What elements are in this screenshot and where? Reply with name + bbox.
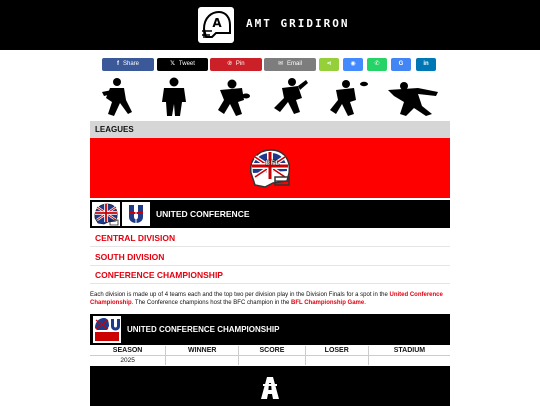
site-header (0, 0, 540, 50)
generic-share-button[interactable] (319, 58, 339, 71)
stadium-cell (368, 356, 450, 366)
table-header-row (90, 346, 450, 356)
championship-title: UNITED CONFERENCE CHAMPIONSHIP (127, 325, 280, 334)
whatsapp-icon: ✆ (374, 61, 380, 67)
united-conference-logo[interactable] (92, 202, 120, 226)
bfl-banner (90, 138, 450, 198)
loser-cell (305, 356, 368, 366)
south-division-link[interactable]: SOUTH DIVISION (90, 248, 450, 266)
footer-logo-section (90, 366, 450, 406)
pinterest-icon: ℗ (227, 61, 232, 67)
pinterest-share-button[interactable]: ℗ Pin (210, 58, 262, 71)
central-division-link[interactable]: CENTRAL DIVISION (90, 229, 450, 247)
email-icon: ✉ (277, 61, 283, 67)
championship-header (90, 314, 450, 345)
union-jack-helmet-icon (92, 202, 120, 226)
championship-logo-icon (93, 316, 121, 343)
player-silhouette-icon (218, 80, 250, 117)
google-icon: G (398, 61, 404, 67)
column-header-score: SCORE (239, 346, 305, 356)
winner-cell (166, 356, 239, 366)
helmet-logo-icon (198, 7, 234, 43)
score-cell (239, 356, 305, 366)
whatsapp-share-button[interactable] (367, 58, 387, 71)
linkedin-icon: in (423, 61, 429, 67)
column-header-season: SEASON (90, 346, 166, 356)
x-share-button[interactable]: 𝕏 Tweet (157, 58, 208, 71)
championship-results-table (90, 346, 450, 365)
bfl-helmet-icon[interactable] (247, 147, 293, 189)
facebook-icon: f (116, 61, 119, 67)
player-silhouette-icon (102, 78, 132, 116)
amt-a-logo-icon (260, 375, 280, 401)
leagues-header: LEAGUES (90, 121, 450, 138)
svg-text:A: A (212, 16, 222, 30)
conference-championship-link[interactable]: CONFERENCE CHAMPIONSHIP (90, 266, 450, 284)
table-row (90, 356, 450, 366)
email-share-button[interactable]: ✉ Email (264, 58, 316, 71)
messenger-icon: ◉ (350, 61, 356, 67)
player-silhouette-icon (274, 78, 308, 114)
u-letter-icon (122, 202, 150, 226)
column-header-winner: WINNER (166, 346, 239, 356)
bfl-championship-game-link[interactable]: BFL Championship Game (290, 300, 365, 306)
player-silhouettes-banner (92, 76, 448, 120)
player-silhouette-icon (162, 78, 186, 117)
facebook-share-button[interactable]: f Share (102, 58, 154, 71)
conference-title: UNITED CONFERENCE (156, 209, 250, 219)
player-silhouette-icon (388, 82, 438, 116)
conference-header (90, 200, 450, 228)
conference-description: Each division is made up of 4 teams each and the top two per division play in the Division Finals for a spot in the United Conference Championship. The Conference champions host the BFC champion in the BFL Championship Game. (90, 292, 443, 306)
share-icon: ⋖ (326, 61, 332, 67)
google-share-button[interactable] (391, 58, 411, 71)
messenger-share-button[interactable] (343, 58, 363, 71)
column-header-stadium: STADIUM (393, 347, 426, 354)
site-title[interactable]: AMT GRIDIRON (246, 17, 350, 30)
season-cell: 2025 (90, 356, 166, 366)
player-silhouette-icon (330, 80, 368, 116)
x-icon: 𝕏 (170, 61, 175, 67)
svg-text:BFL: BFL (265, 159, 280, 167)
united-conference-championship-link[interactable]: United Conference Championship (90, 292, 443, 306)
united-u-logo[interactable] (122, 202, 150, 226)
linkedin-share-button[interactable] (416, 58, 436, 71)
united-championship-logo (93, 316, 121, 343)
site-logo[interactable] (198, 7, 234, 43)
column-header-loser: LOSER (305, 346, 368, 356)
